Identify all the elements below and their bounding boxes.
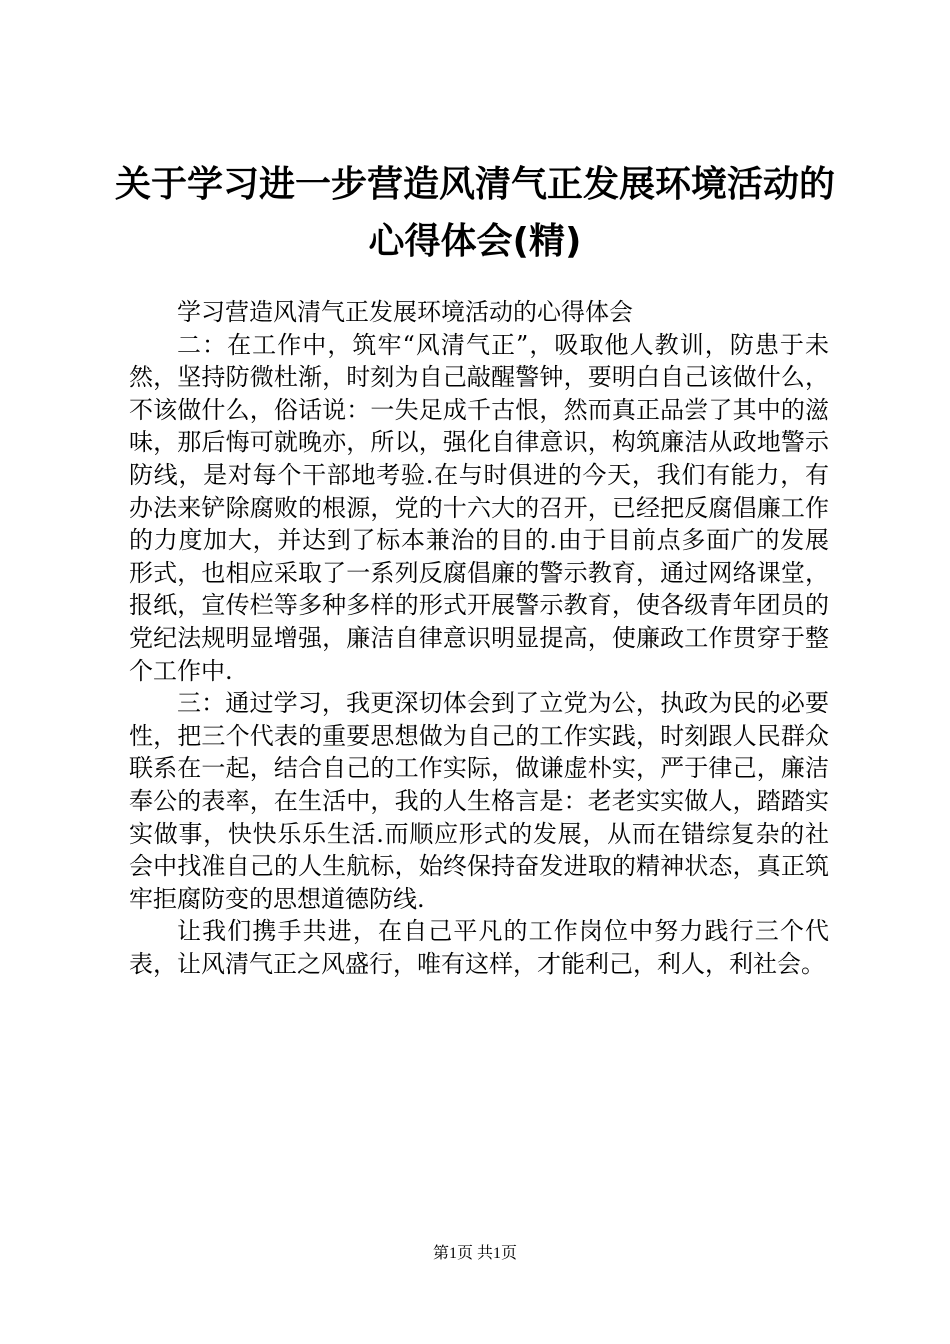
paragraph-subtitle: 学习营造风清气正发展环境活动的心得体会 [177,298,633,326]
document-title-line-2: 心得体会(精) [368,221,582,262]
page-footer: 第1页 共1页 [432,1245,517,1262]
paragraph-conclusion: 让我们携手共进，在自己平凡的工作岗位中努力践行三个代表，让风清气正之风盛行，唯有这样，才能利己，利人，利社会。 [129,917,829,978]
paragraph-section-two: 二：在工作中，筑牢“风清气正”，吸取他人教训，防患于未然，坚持防微杜渐，时刻为自己敲醒警钟，要明白自己该做什么，不该做什么，俗话说：一失足成千古恨，然而真正品尝了其中的滋味，那后悔可就晚亦，所以，强化自律意识，构筑廉洁从政地警示防线，是对每个干部地考验.在与时俱进的今天，我们有能力，有办法来铲除腐败的根源，党的十六大的召开，已经把反腐倡廉工作的力度加大，并达到了标本兼治的目的.由于目前点多面广的发展形式，也相应采取了一系列反腐倡廉的警示教育，通过网络课堂，报纸，宣传栏等多种多样的形式开展警示教育，使各级青年团员的党纪法规明显增强，廉洁自律意识明显提高，使廉政工作贯穿于整个工作中. [129,330,829,685]
paragraph-section-three: 三：通过学习，我更深切体会到了立党为公，执政为民的必要性，把三个代表的重要思想做为自己的工作实践，时刻跟人民群众联系在一起，结合自己的工作实际，做谦虚朴实，严于律己，廉洁奉公的表率，在生活中，我的人生格言是：老老实实做人，踏踏实实做事，快快乐乐生活.而顺应形式的发展，从而在错综复杂的社会中找准自己的人生航标，始终保持奋发进取的精神状态，真正筑牢拒腐防变的思想道德防线. [129,689,829,913]
document-body [129,296,829,980]
document-title-line-1: 关于学习进一步营造风清气正发展环境活动的 [114,164,835,205]
